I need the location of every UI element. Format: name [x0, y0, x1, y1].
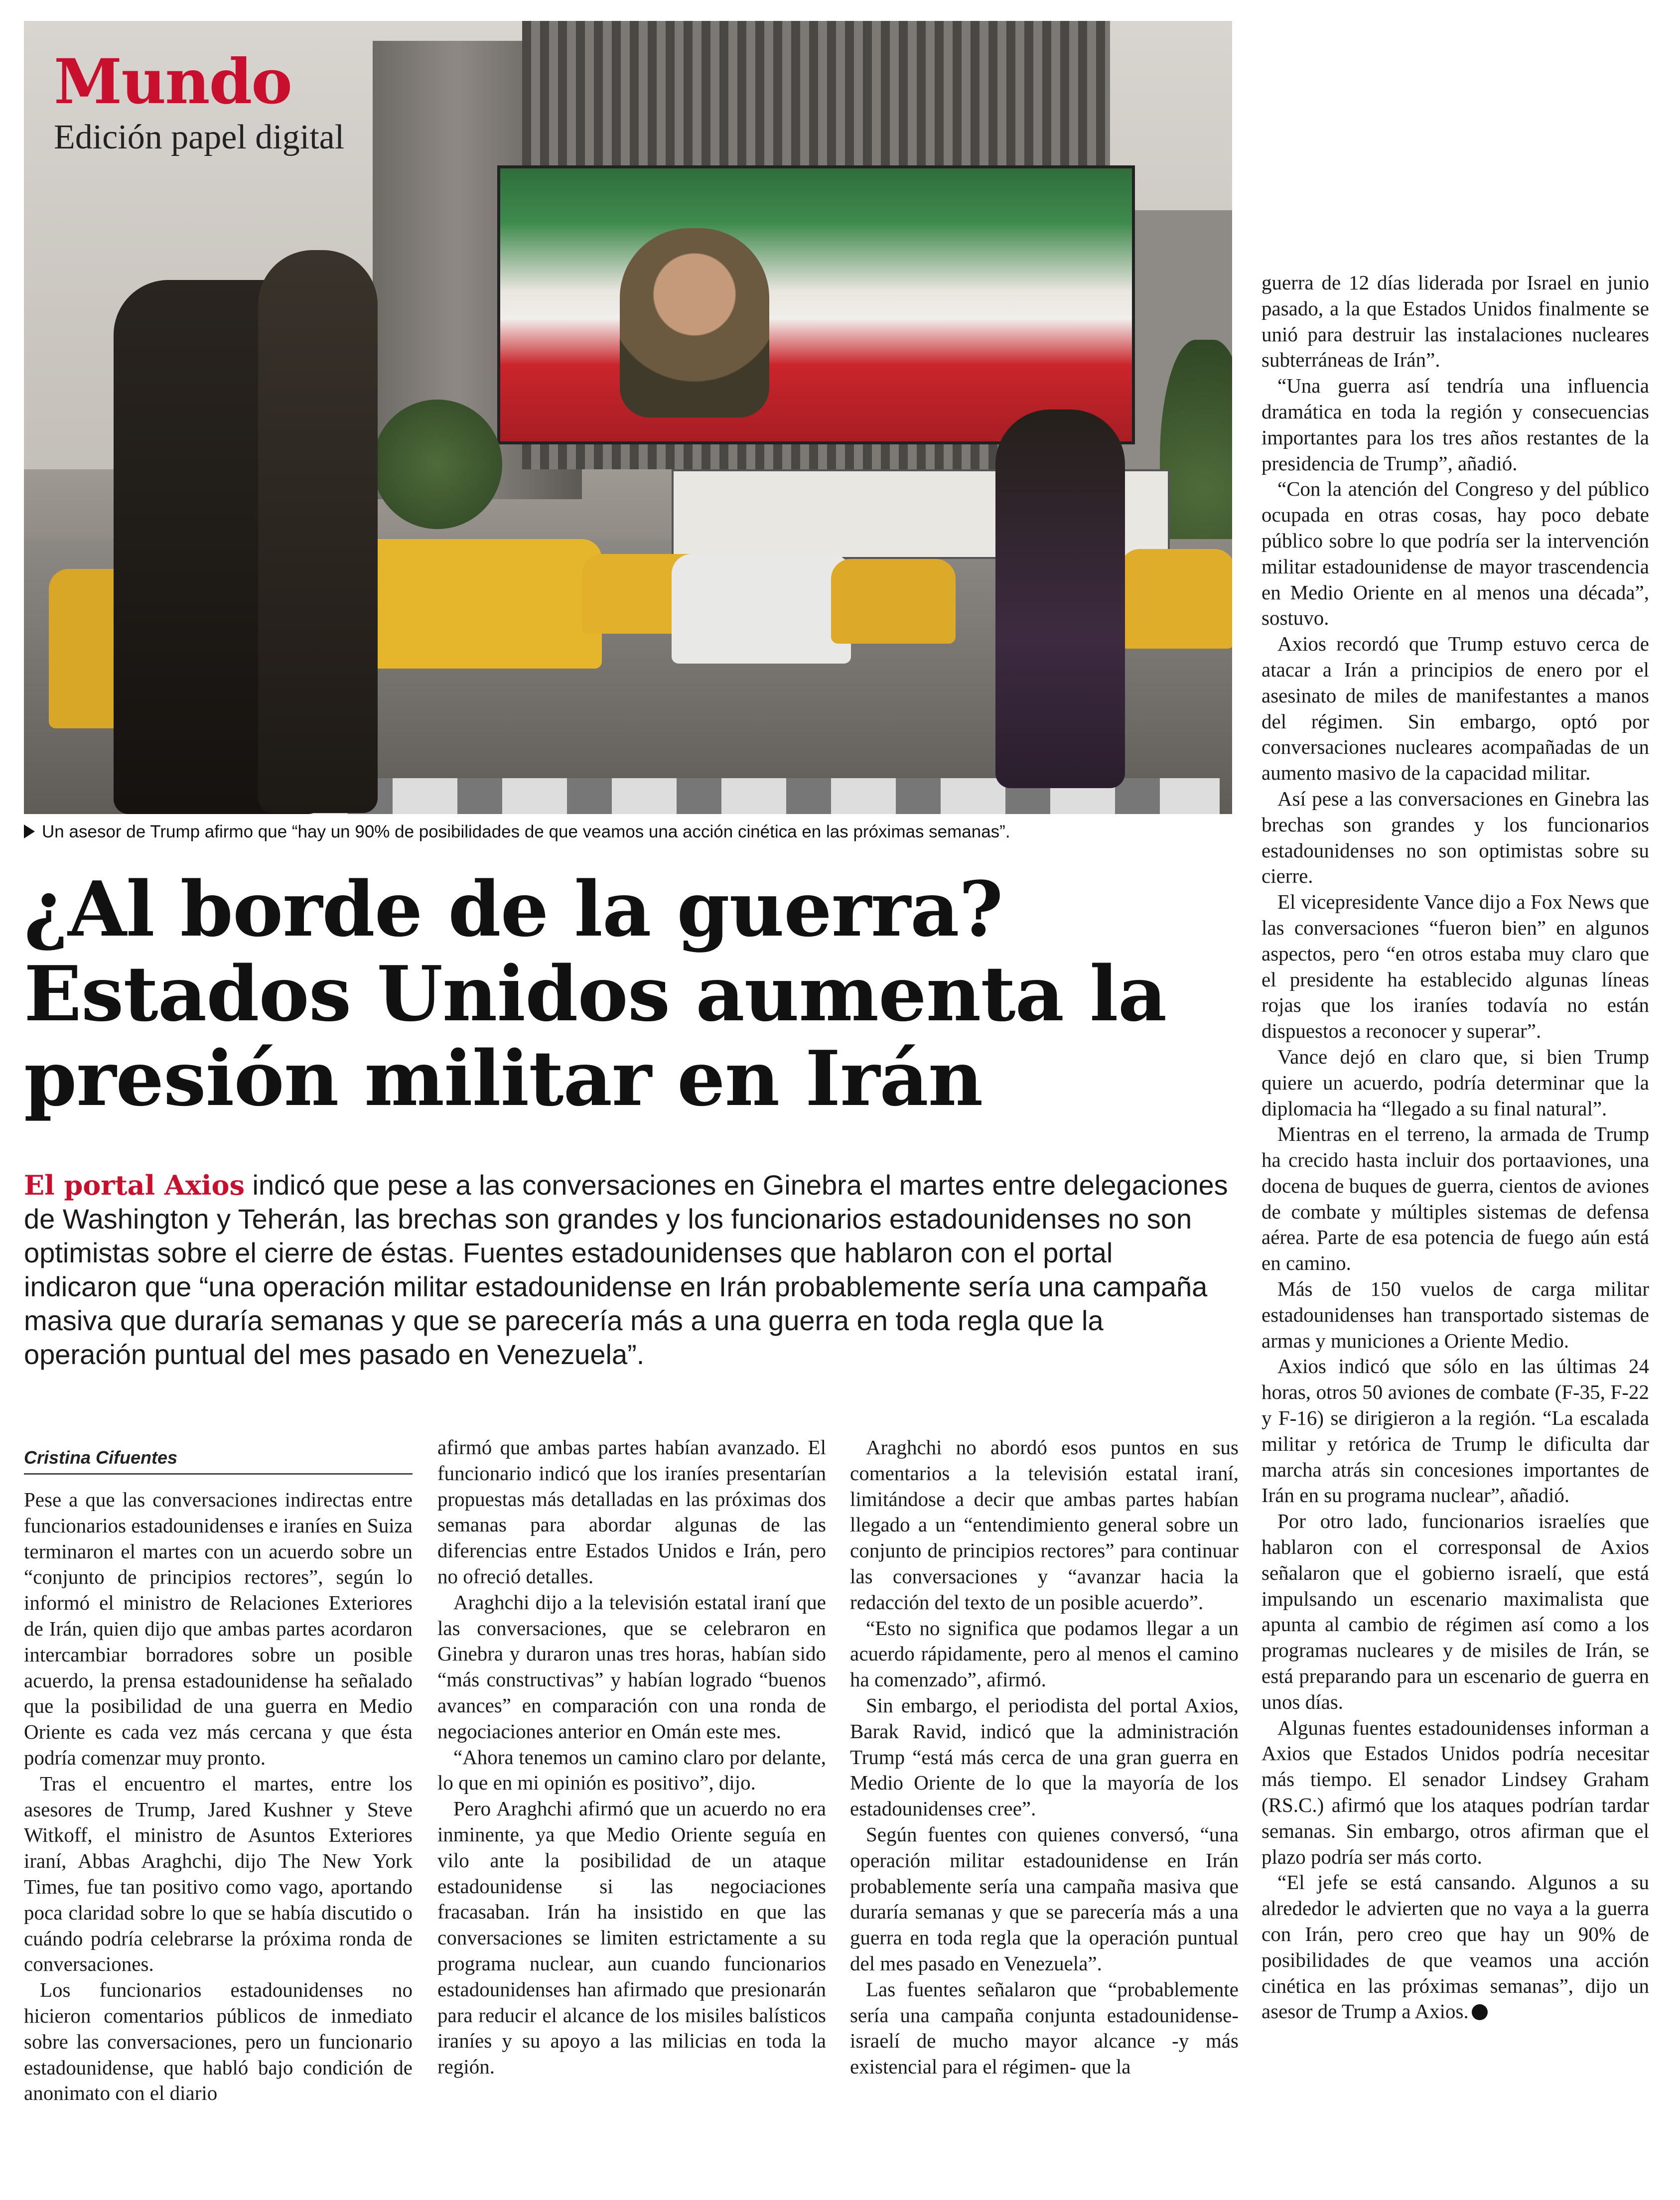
article-paragraph: El vicepresidente Vance dijo a Fox News que las conversaciones “fueron bien” en algunos aspectos, pero “en otros estaba muy claro que el presidente ha establecido algunas líneas rojas que los iraníes todavía no están dispuestos a reconocer y superar”.	[1261, 890, 1649, 1043]
article-paragraph: Por otro lado, funcionarios israelíes que hablaron con el corresponsal de Axios señalaron que el gobierno israelí, que está impulsando un escenario maximalista que apunta al cambio de régimen así como a los programas nucleares y de misiles de Irán, se está preparando para un escenario de guerra en unos días.	[1261, 1510, 1649, 1713]
lead-text: indicó que pese a las conversaciones en Ginebra el martes entre delegaciones de Washington y Teherán, las brechas son grandes y los funcionarios estadounidenses no son optimistas sobre el cierre de éstas. Fuentes estadounidenses que hablaron con el portal indicaron que “una operación militar estadounidense en Irán probablemente sería una campaña masiva que duraría semanas y que se parecería más a una guerra en toda regla que la operación puntual del mes pasado en Venezuela”.	[24, 1169, 1228, 1370]
article-paragraph: Mientras en el terreno, la armada de Trump ha crecido hasta incluir dos portaaviones, una docena de buques de guerra, cientos de aviones de combate y múltiples sistemas de defensa aérea. Parte de esa potencia de fuego aún está en camino.	[1261, 1122, 1649, 1275]
article-column-2	[437, 1435, 826, 2080]
lead-paragraph	[24, 1168, 1232, 1372]
photo-pedestrian	[995, 410, 1125, 788]
article-column-1	[24, 1487, 413, 2106]
photo-taxi	[343, 539, 602, 669]
article-paragraph: “Ahora tenemos un camino claro por delante, lo que en mi opinión es positivo”, dijo.	[437, 1745, 826, 1794]
article-paragraph: Así pese a las conversaciones en Ginebra las brechas son grandes y los funcionarios estadounidenses no son optimistas sobre su cierre.	[1261, 787, 1649, 888]
photo-pedestrian	[258, 250, 378, 813]
article-paragraph: Axios indicó que sólo en las últimas 24 horas, otros 50 aviones de combate (F-35, F-22 y F-16) se dirigieron a la región. “La escalada militar y retórica de Trump le dificulta dar marcha atrás sin concesiones importantes de Irán en su programa nuclear”, añadió.	[1261, 1355, 1649, 1507]
article-paragraph: Más de 150 vuelos de carga militar estadounidenses han transportado sistemas de armas y municiones a Oriente Medio.	[1261, 1277, 1649, 1352]
article-paragraph: “Con la atención del Congreso y del público ocupada en otras cosas, hay poco debate público sobre lo que podría ser la intervención militar estadounidense de mayor trascendencia en Medio Oriente en al menos una década”, sostuvo.	[1261, 477, 1649, 630]
article-paragraph: Sin embargo, el periodista del portal Axios, Barak Ravid, indicó que la administración Trump “está más cerca de una gran guerra en Medio Oriente de lo que la mayoría de los estadounidenses cree”.	[850, 1693, 1239, 1820]
article-paragraph: “Una guerra así tendría una influencia dramática en toda la región y consecuencias importantes para los tres años restantes de la presidencia de Trump”, añadió.	[1261, 374, 1649, 475]
photo-car	[672, 554, 851, 664]
article-paragraph: Las fuentes señalaron que “probablemente sería una campaña conjunta estadounidense-israelí de mucho mayor alcance -y más existencial para el régimen- que la	[850, 1977, 1239, 2078]
article-paragraph: Los funcionarios estadounidenses no hicieron comentarios públicos de inmediato sobre las conversaciones, pero un funcionario estadounidense, que habló bajo condición de anonimato con el diario	[24, 1978, 413, 2105]
caption-text: Un asesor de Trump afirmo que “hay un 90% de posibilidades de que veamos una acción cinética en las próximas semanas”.	[42, 822, 1010, 841]
headline-line: ¿Al borde de la guerra?	[24, 864, 1003, 954]
article-paragraph: Vance dejó en claro que, si bien Trump quiere un acuerdo, podría determinar que la diplomacia ha “llegado a su final natural”.	[1261, 1045, 1649, 1120]
article-paragraph: Pero Araghchi afirmó que un acuerdo no era inminente, ya que Medio Oriente seguía en vilo ante la posibilidad de un ataque estadounidense si las negociaciones fracasaban. Irán ha insistido en que las conversaciones se limiten estrictamente a su programa nuclear, aun cuando funcionarios estadounidenses han afirmado que presionarán para reducir el alcance de los misiles balísticos iraníes y su apoyo a las milicias en toda la región.	[437, 1797, 826, 2078]
article-column-3	[850, 1435, 1239, 2080]
end-of-article-icon	[1472, 2004, 1488, 2020]
headline-line: presión militar en Irán	[24, 1034, 983, 1123]
photo-taxi	[831, 559, 956, 644]
photo-mural	[497, 165, 1135, 444]
section-title: Mundo	[54, 46, 291, 118]
article-paragraph: guerra de 12 días liderada por Israel en junio pasado, a la que Estados Unidos finalmente se unió para destruir las instalaciones nucleares subterráneas de Irán”.	[1261, 271, 1649, 372]
edition-label: Edición papel digital	[54, 118, 345, 156]
article-paragraph: Araghchi dijo a la televisión estatal iraní que las conversaciones, que se celebraron en Ginebra y duraron unas tres horas, habían sido “más constructivas” y habían logrado “buenos avances” en comparación con una ronda de negociaciones anterior en Omán este mes.	[437, 1590, 826, 1743]
article-paragraph: “Esto no significa que podamos llegar a un acuerdo rápidamente, pero al menos el camino ha comenzado”, afirmó.	[850, 1616, 1239, 1691]
photo-mural-figure	[620, 228, 769, 417]
headline	[24, 864, 1232, 1123]
photo-caption	[24, 822, 1232, 842]
lead-highlight: El portal Axios	[24, 1169, 245, 1201]
photo-taxi	[1120, 549, 1232, 649]
article-paragraph: Araghchi no abordó esos puntos en sus comentarios a la televisión estatal iraní, limitándose a decir que ambas partes habían llegado a un “entendimiento general sobre un conjunto de principios rectores” para continuar las conversaciones y “avanzar hacia la redacción del texto de un posible acuerdo”.	[850, 1436, 1239, 1614]
caption-triangle-icon	[24, 825, 35, 838]
byline: Cristina Cifuentes	[24, 1447, 413, 1475]
article-paragraph: Algunas fuentes estadounidenses informan a Axios que Estados Unidos podría necesitar más tiempo. El senador Lindsey Graham (RS.C.) afirmó que los ataques podrían tardar semanas. Sin embargo, otros afirman que el plazo podría ser más corto.	[1261, 1716, 1649, 1868]
article-paragraph: Según fuentes con quienes conversó, “una operación militar estadounidense en Irán probablemente sería una campaña masiva que duraría semanas y que se parecería más a una guerra en toda regla que la operación puntual del mes pasado en Venezuela”.	[850, 1822, 1239, 1975]
article-paragraph: Axios recordó que Trump estuvo cerca de atacar a Irán a principios de enero por el asesinato de miles de manifestantes a manos del régimen. Sin embargo, optó por conversaciones nucleares acompañadas de un aumento masivo de la capacidad militar.	[1261, 632, 1649, 785]
article-paragraph	[1261, 1870, 1649, 2025]
headline-line: Estados Unidos aumenta la	[24, 949, 1167, 1038]
article-paragraph: Tras el encuentro el martes, entre los asesores de Trump, Jared Kushner y Steve Witkoff, el ministro de Asuntos Exteriores iraní, Abbas Araghchi, dijo The New York Times, fue tan positivo como vago, aportando poca claridad sobre lo que se había discutido o cuándo podría celebrarse la próxima ronda de conversaciones.	[24, 1772, 413, 1976]
article-paragraph: Pese a que las conversaciones indirectas entre funcionarios estadounidenses e iraníes en Suiza terminaron el martes con un acuerdo sobre un “conjunto de principios rectores”, según lo informó el ministro de Relaciones Exteriores de Irán, quien dijo que ambas partes acordaron intercambiar borradores sobre un posible acuerdo, la prensa estadounidense ha señalado que la posibilidad de una guerra en Medio Oriente es cada vez más cercana y que ésta podría comenzar muy pronto.	[24, 1488, 413, 1769]
article-paragraph-text: “El jefe se está cansando. Algunos a su alrededor le advierten que no vaya a la guerra con Irán, pero creo que hay un 90% de posibilidades de que veamos una acción cinética en las próximas semanas”, dijo un asesor de Trump a Axios.	[1261, 1871, 1649, 2023]
article-paragraph: afirmó que ambas partes habían avanzado. El funcionario indicó que los iraníes presentarían propuestas más detalladas en las próximas dos semanas para abordar algunas de las diferencias entre Estados Unidos e Irán, pero no ofreció detalles.	[437, 1436, 826, 1588]
photo-tree	[373, 400, 502, 529]
article-column-4	[1261, 270, 1649, 2025]
